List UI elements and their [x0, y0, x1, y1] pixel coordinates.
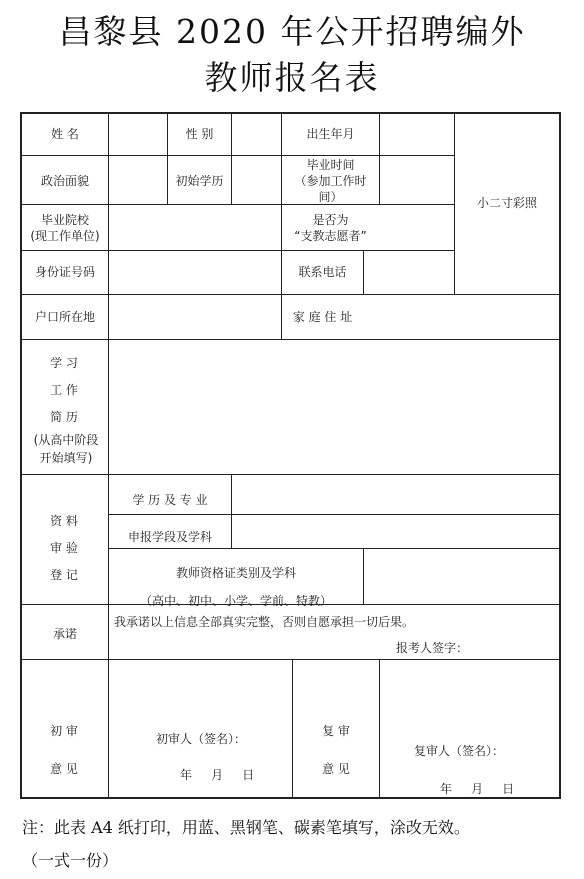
second-reviewer-label: 复审人（签名）：: [414, 744, 505, 758]
grad-time-label: [282, 157, 379, 205]
resume-field[interactable]: [109, 340, 559, 474]
resume-line3: 简 历: [50, 410, 78, 424]
first-review-date: 年 月 日: [180, 768, 255, 782]
grad-time-line1: 毕业时间: [306, 158, 355, 172]
second-review-field[interactable]: [380, 660, 559, 797]
audit-line2: 审 验: [50, 541, 78, 555]
first-review-line1: 初 审: [50, 724, 78, 738]
audit-label: [34, 508, 94, 589]
volunteer-line2: “支教志愿者”: [294, 229, 367, 243]
hukou-field[interactable]: [109, 295, 281, 339]
form-title-line1: 昌黎县 2020 年公开招聘编外: [58, 12, 526, 51]
birth-field[interactable]: [380, 114, 454, 155]
grad-time-line2: （参加工作时: [294, 174, 367, 188]
grad-time-field[interactable]: [380, 156, 454, 204]
phone-field[interactable]: [364, 251, 454, 294]
promise-text: 我承诺以上信息全部真实完整，否则自愿承担一切后果。: [114, 615, 415, 629]
political-label: 政治面貌: [40, 174, 89, 188]
footnote-line2: （一式一份）: [22, 851, 119, 870]
edu-major-label: 学 历 及 专 业: [132, 493, 208, 507]
audit-line1: 资 料: [50, 514, 78, 528]
volunteer-line1: 是否为: [312, 213, 349, 227]
apply-stage-label: 申报学段及学科: [127, 530, 212, 544]
audit-line3: 登 记: [50, 568, 78, 582]
photo-label: 小二寸彩照: [476, 196, 537, 210]
promise-label: 承诺: [52, 627, 77, 641]
school-line2: (现工作单位): [30, 229, 100, 243]
volunteer-field[interactable]: [380, 205, 454, 250]
name-field[interactable]: [109, 114, 167, 155]
first-reviewer-label: 初审人（签名）：: [156, 732, 247, 746]
cert-type-field[interactable]: [364, 549, 559, 604]
school-label: [22, 212, 108, 244]
birth-label: 出生年月: [306, 127, 355, 141]
footnote-line1: 注：此表 A4 纸打印，用蓝、黑钢笔、碳素笔填写，涂改无效。: [22, 818, 470, 837]
second-review-line1: 复 审: [322, 724, 350, 738]
resume-note: [32, 431, 100, 467]
gender-label: 性 别: [185, 127, 214, 141]
id-number-field[interactable]: [109, 251, 281, 294]
gender-field[interactable]: [232, 114, 281, 155]
edu-major-field[interactable]: [232, 475, 559, 514]
cert-type-line2: （高中、初中、小学、学前、特教）: [139, 594, 332, 608]
school-line1: 毕业院校: [40, 213, 89, 227]
address-field[interactable]: [364, 295, 559, 339]
first-review-line2: 意 见: [50, 762, 78, 776]
second-review-line2: 意 见: [322, 762, 350, 776]
first-review-label: [34, 712, 94, 788]
second-review-date: 年 月 日: [440, 782, 515, 796]
address-label: 家 庭 住 址: [292, 310, 353, 324]
first-edu-field[interactable]: [232, 156, 281, 204]
apply-stage-field[interactable]: [232, 515, 559, 548]
grad-time-line3: 间）: [318, 190, 343, 204]
name-label: 姓 名: [51, 127, 79, 141]
resume-label: [34, 350, 94, 431]
phone-label: 联系电话: [298, 265, 347, 279]
volunteer-label: [282, 212, 379, 244]
political-field[interactable]: [109, 156, 167, 204]
form-title-line2: 教师报名表: [204, 58, 380, 97]
resume-line1: 学 习: [50, 356, 78, 370]
school-field[interactable]: [109, 205, 281, 250]
hukou-label: 户口所在地: [34, 310, 95, 324]
id-number-label: 身份证号码: [34, 265, 95, 279]
first-review-field[interactable]: [109, 660, 292, 797]
resume-note-line1: (从高中阶段: [33, 433, 99, 447]
second-review-label: [306, 712, 366, 788]
first-edu-label: 初始学历: [175, 174, 224, 188]
applicant-sign-label: 报考人签字：: [396, 641, 469, 655]
cert-type-label: [109, 559, 363, 615]
cert-type-line1: 教师资格证类别及学科: [175, 566, 296, 580]
resume-note-line2: 开始填写): [39, 451, 93, 465]
resume-line2: 工 作: [50, 383, 78, 397]
